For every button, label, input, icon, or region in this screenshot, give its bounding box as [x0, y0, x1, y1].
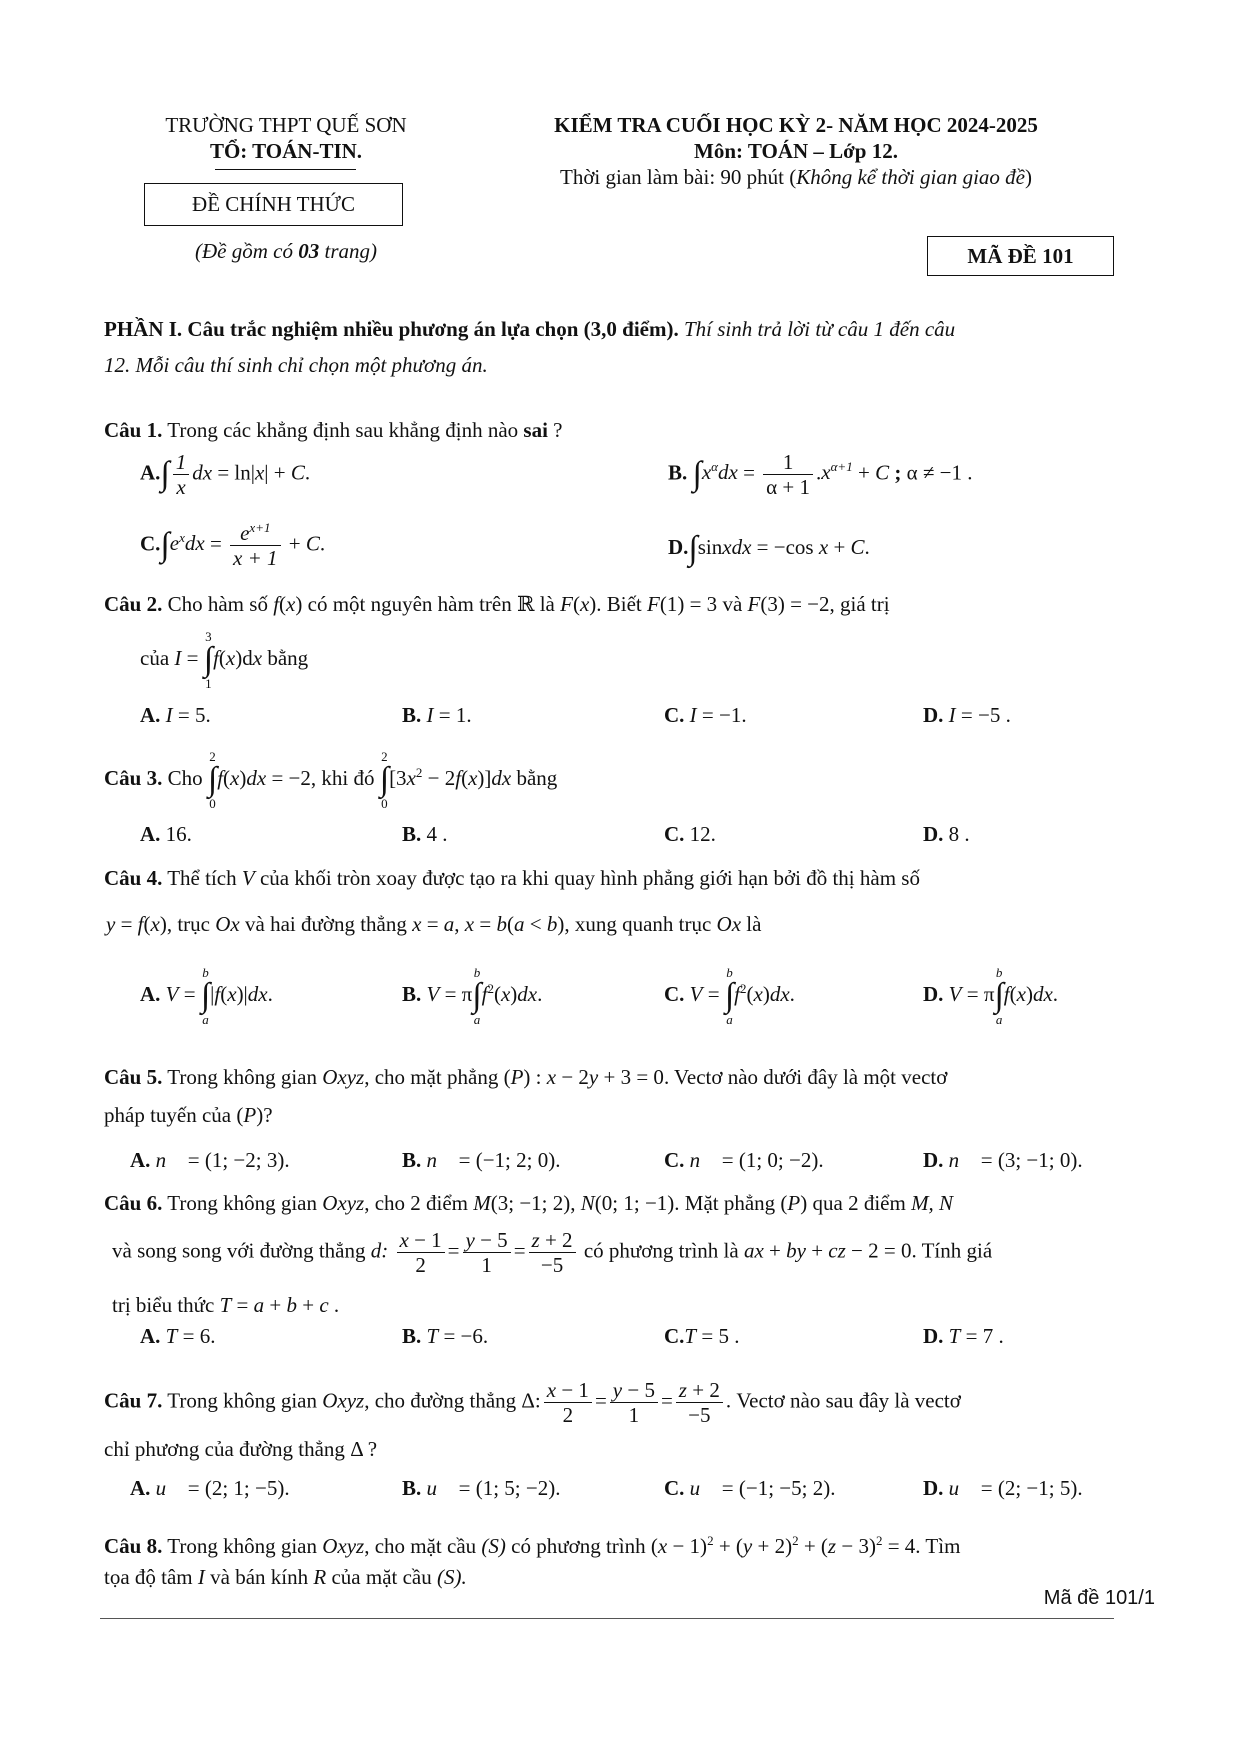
q3-option-c[interactable]: C. 12.: [664, 822, 716, 846]
department: TỔ: TOÁN-TIN.: [209, 139, 363, 163]
q6-option-a[interactable]: A. T = 6.: [140, 1324, 216, 1348]
question-2: Câu 2. Cho hàm số f(x) có một nguyên hàm trên ℝ là F(x). Biết F(1) = 3 và F(3) = −2, giá trị: [104, 592, 890, 616]
subject: Môn: TOÁN – Lớp 12.: [694, 139, 898, 163]
question-6-line2: và song song với đường thẳng d: $\frac{x - 1}{2}$ = $\frac{y - 5}{1}$ = $\frac{z + 2}{-5}$ có phương trình là ax + by + cz − 2 = 0. Tính giá: [112, 1228, 993, 1278]
q1-option-b[interactable]: B. $\int x^\alpha dx$ = $\frac{1}{\alpha + 1}$ $.x^{\alpha+1} + C$ ; α ≠ −1 .: [668, 450, 973, 500]
q5-option-b[interactable]: B. n⃗ = (−1; 2; 0).: [402, 1148, 561, 1172]
q1-option-c[interactable]: $C.\int e^xdx$ = $\frac{e^{x+1}}{x + 1}$ + C.: [140, 520, 326, 571]
time-note: Thời gian làm bài: 90 phút (Không kể thời gian giao đề): [560, 165, 1032, 189]
exam-code-box: [927, 236, 1114, 276]
q3-option-b[interactable]: B. 4 .: [402, 822, 448, 846]
q3-option-d[interactable]: D. 8 .: [923, 822, 970, 846]
official-box: [144, 183, 403, 226]
pages-note: (Đề gồm có 03 trang): [195, 239, 377, 263]
q7-option-b[interactable]: B. u⃗ = (1; 5; −2).: [402, 1476, 561, 1500]
page-footer-code: Mã đề 101/1: [1043, 1587, 1155, 1609]
q7-option-a[interactable]: A. u⃗ = (2; 1; −5).: [130, 1476, 290, 1500]
q2-option-a[interactable]: A. I = 5.: [140, 703, 211, 727]
part1-title: PHẦN I. Câu trắc nghiệm nhiều phương án lựa chọn (3,0 điểm). Thí sinh trả lời từ câu 1 đến câu: [104, 317, 956, 341]
q2-option-c[interactable]: C. I = −1.: [664, 703, 747, 727]
q4-option-a[interactable]: A. V = b ∫ a|f(x)|dx.: [140, 965, 273, 1027]
footer-rule: [100, 1618, 1114, 1619]
school-name: TRƯỜNG THPT QUẾ SƠN: [165, 113, 407, 137]
q5-option-c[interactable]: C. n⃗ = (1; 0; −2).: [664, 1148, 824, 1172]
question-7: Câu 7. Trong không gian Oxyz, cho đường thẳng Δ: $\frac{x - 1}{2}$ = $\frac{y - 5}{1}$ = $\frac{z + 2}{-5}$ . Vectơ nào sau đây là vectơ: [104, 1378, 961, 1428]
q2-option-b[interactable]: B. I = 1.: [402, 703, 472, 727]
question-4-line2: y = f(x), trục Ox và hai đường thẳng x = a, x = b(a < b), xung quanh trục Ox là: [106, 912, 762, 936]
q4-option-c[interactable]: C. V = b ∫ $af^2(x)dx$.: [664, 965, 795, 1027]
q7-option-c[interactable]: C. u⃗ = (−1; −5; 2).: [664, 1476, 836, 1500]
question-6-line3: trị biểu thức T = a + b + c .: [112, 1293, 340, 1317]
q3-option-a[interactable]: A. 16.: [140, 822, 192, 846]
q6-option-d[interactable]: D. T = 7 .: [923, 1324, 1004, 1348]
question-4: Câu 4. Thể tích V của khối tròn xoay được tạo ra khi quay hình phẳng giới hạn bởi đồ thị hàm số: [104, 866, 920, 890]
part1-instruction: 12. Mỗi câu thí sinh chỉ chọn một phương án.: [104, 353, 488, 377]
question-5: Câu 5. Trong không gian Oxyz, cho mặt phẳng (P) : x − 2y + 3 = 0. Vectơ nào dưới đây là một vectơ: [104, 1065, 948, 1089]
question-6: Câu 6. Trong không gian Oxyz, cho 2 điểm M(3; −1; 2), N(0; 1; −1). Mặt phẳng (P) qua 2 điểm M, N: [104, 1191, 954, 1215]
q1-option-d[interactable]: D.∫sinxdx = −cos x + C.: [668, 530, 870, 567]
q5-option-d[interactable]: D. n⃗ = (3; −1; 0).: [923, 1148, 1083, 1172]
header-underline: [215, 169, 356, 170]
question-5-line2: pháp tuyến của (P)?: [104, 1103, 273, 1127]
q7-option-d[interactable]: D. u⃗ = (2; −1; 5).: [923, 1476, 1083, 1500]
question-7-line2: chỉ phương của đường thẳng Δ ?: [104, 1437, 378, 1461]
question-3: Câu 3. Cho 2 ∫ 0f(x)dx = −2, khi đó 2 ∫ $0[3x^2 - 2f(x)]dx$ bằng: [104, 749, 558, 811]
question-8-line2: tọa độ tâm I và bán kính R của mặt cầu (S).: [104, 1565, 467, 1589]
q4-option-b[interactable]: B. V = πb ∫ $af^2(x)dx$.: [402, 965, 543, 1027]
question-2-line2: của I = 3 ∫ 1f(x)dx bằng: [140, 629, 309, 691]
exam-title: KIỂM TRA CUỐI HỌC KỲ 2- NĂM HỌC 2024-2025: [554, 113, 1038, 137]
question-1: Câu 1. Trong các khẳng định sau khẳng định nào sai ?: [104, 418, 563, 442]
q1-option-a[interactable]: A.∫ $\frac{1}{x}$ dx = ln|x| + C.: [140, 450, 311, 500]
q6-option-b[interactable]: B. T = −6.: [402, 1324, 489, 1348]
q4-option-d[interactable]: D. V = πb ∫ af(x)dx.: [923, 965, 1059, 1027]
question-8: Câu 8. Trong không gian Oxyz, cho mặt cầu (S) có phương trình $(x - 1)^2 + (y + 2)^2 + (z - 3)^2 = 4$. Tìm: [104, 1533, 961, 1558]
exam-code: MÃ ĐỀ 101: [967, 244, 1074, 268]
q6-option-c[interactable]: C.T = 5 .: [664, 1324, 740, 1348]
q2-option-d[interactable]: D. I = −5 .: [923, 703, 1011, 727]
q5-option-a[interactable]: A. n⃗ = (1; −2; 3).: [130, 1148, 290, 1172]
official-label: ĐỀ CHÍNH THỨC: [192, 192, 355, 216]
